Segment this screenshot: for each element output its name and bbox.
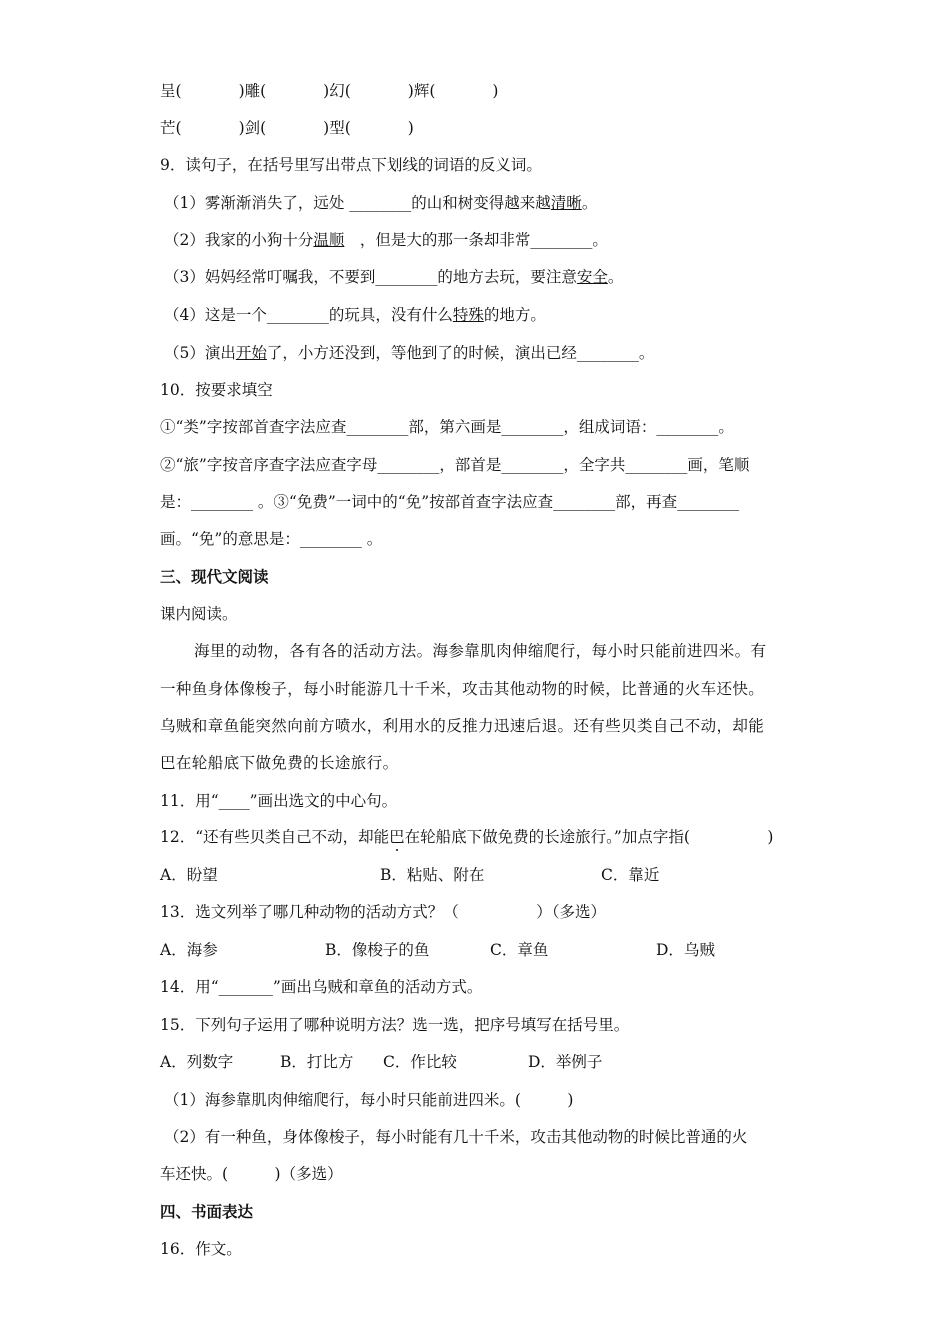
char-fill-row-2 [160, 118, 414, 138]
q15-sentence-1: （1）海参靠肌肉伸缩爬行，每小时只能前进四米。( ) [164, 1091, 574, 1109]
passage-line-2: 一种鱼身体像梭子，每小时能游几十千米，攻击其他动物的时候，比普通的火车还快。 [160, 680, 765, 698]
q9-sentence-2: （2）我家的小狗十分温顺 ，但是大的那一条却非常________。 [164, 231, 608, 249]
q12: 12．“还有些贝类自己不动，却能巴在轮船底下做免费的长途旅行。”加点字指( ) [160, 828, 774, 846]
q13-option-a: A．海参 [160, 941, 218, 959]
q9-sentence-3: （3）妈妈经常叮嘱我，不要到________的地方去玩，要注意安全。 [164, 268, 624, 286]
section-4-heading: 四、书面表达 [160, 1202, 254, 1221]
q10-line-4: 画。“免”的意思是：________ 。 [160, 530, 383, 548]
section-3-heading: 三、现代文阅读 [160, 567, 269, 586]
q16: 16．作文。 [160, 1240, 242, 1258]
q15-option-c: C．作比较 [383, 1053, 457, 1071]
char-hui: )辉( [407, 82, 436, 100]
q13-option-c: C．章鱼 [490, 941, 549, 959]
q12-option-c: C．靠近 [601, 866, 660, 884]
q10-title: 10．按要求填空 [160, 381, 273, 399]
passage-line-3: 乌贼和章鱼能突然向前方喷水，利用水的反推力迅速后退。还有些贝类自己不动，却能 [160, 717, 765, 735]
q14: 14．用“_______”画出乌贼和章鱼的活动方式。 [160, 978, 483, 996]
q12-option-b: B．粘贴、附在 [380, 866, 485, 884]
char-close2: ) [407, 119, 414, 137]
q12-option-a: A．盼望 [160, 866, 218, 884]
char-cheng: 呈( [160, 82, 182, 100]
char-xing: )型( [323, 119, 351, 137]
char-mang: 芒( [160, 119, 182, 137]
q9-sentence-5: （5）演出开始了，小方还没到，等他到了的时候，演出已经________。 [164, 344, 655, 362]
q13-option-b: B．像梭子的鱼 [325, 941, 430, 959]
q9-sentence-4: （4）这是一个________的玩具，没有什么特殊的地方。 [164, 306, 546, 324]
q15-option-a: A．列数字 [160, 1053, 234, 1071]
char-huan: )幻( [323, 82, 351, 100]
q13-option-d: D．乌贼 [656, 941, 715, 959]
q15-sentence-2b: 车还快。( )（多选） [160, 1165, 343, 1183]
passage-line-1: 海里的动物，各有各的活动方法。海参靠肌肉伸缩爬行，每小时只能前进四米。有 [194, 642, 767, 660]
q11: 11．用“____”画出选文的中心句。 [160, 792, 398, 810]
q13: 13．选文列举了哪几种动物的活动方式？（ ）（多选） [160, 903, 606, 921]
passage-line-4: 巴在轮船底下做免费的长途旅行。 [160, 754, 399, 772]
q10-line-3: 是：________ 。③“免费”一词中的“免”按部首查字法应查________部，再查________ [160, 493, 740, 511]
q15-title: 15．下列句子运用了哪种说明方法？选一选，把序号填写在括号里。 [160, 1016, 630, 1034]
q9-sentence-1: （1）雾渐渐消失了，远处 ________的山和树变得越来越清晰。 [164, 194, 598, 212]
q10-line-1: ①“类”字按部首查字法应查________部，第六画是________，组成词语：________。 [160, 418, 734, 436]
q15-sentence-2a: （2）有一种鱼，身体像梭子，每小时能有几十千米，攻击其他动物的时候比普通的火 [164, 1128, 748, 1146]
section-3-subheading: 课内阅读。 [160, 605, 238, 623]
char-diao: )雕( [238, 82, 267, 100]
q10-line-2: ②“旅”字按音序查字法应查字母________，部首是________，全字共________画，笔顺 [160, 456, 750, 474]
q15-option-b: B．打比方 [280, 1053, 354, 1071]
char-jian: )剑( [238, 119, 267, 137]
char-fill-row-1 [160, 81, 498, 101]
q9-title: 9．读句子，在括号里写出带点下划线的词语的反义词。 [160, 156, 542, 174]
char-close: ) [492, 82, 499, 100]
dotted-char: 巴 [389, 828, 405, 846]
q15-option-d: D．举例子 [528, 1053, 603, 1071]
